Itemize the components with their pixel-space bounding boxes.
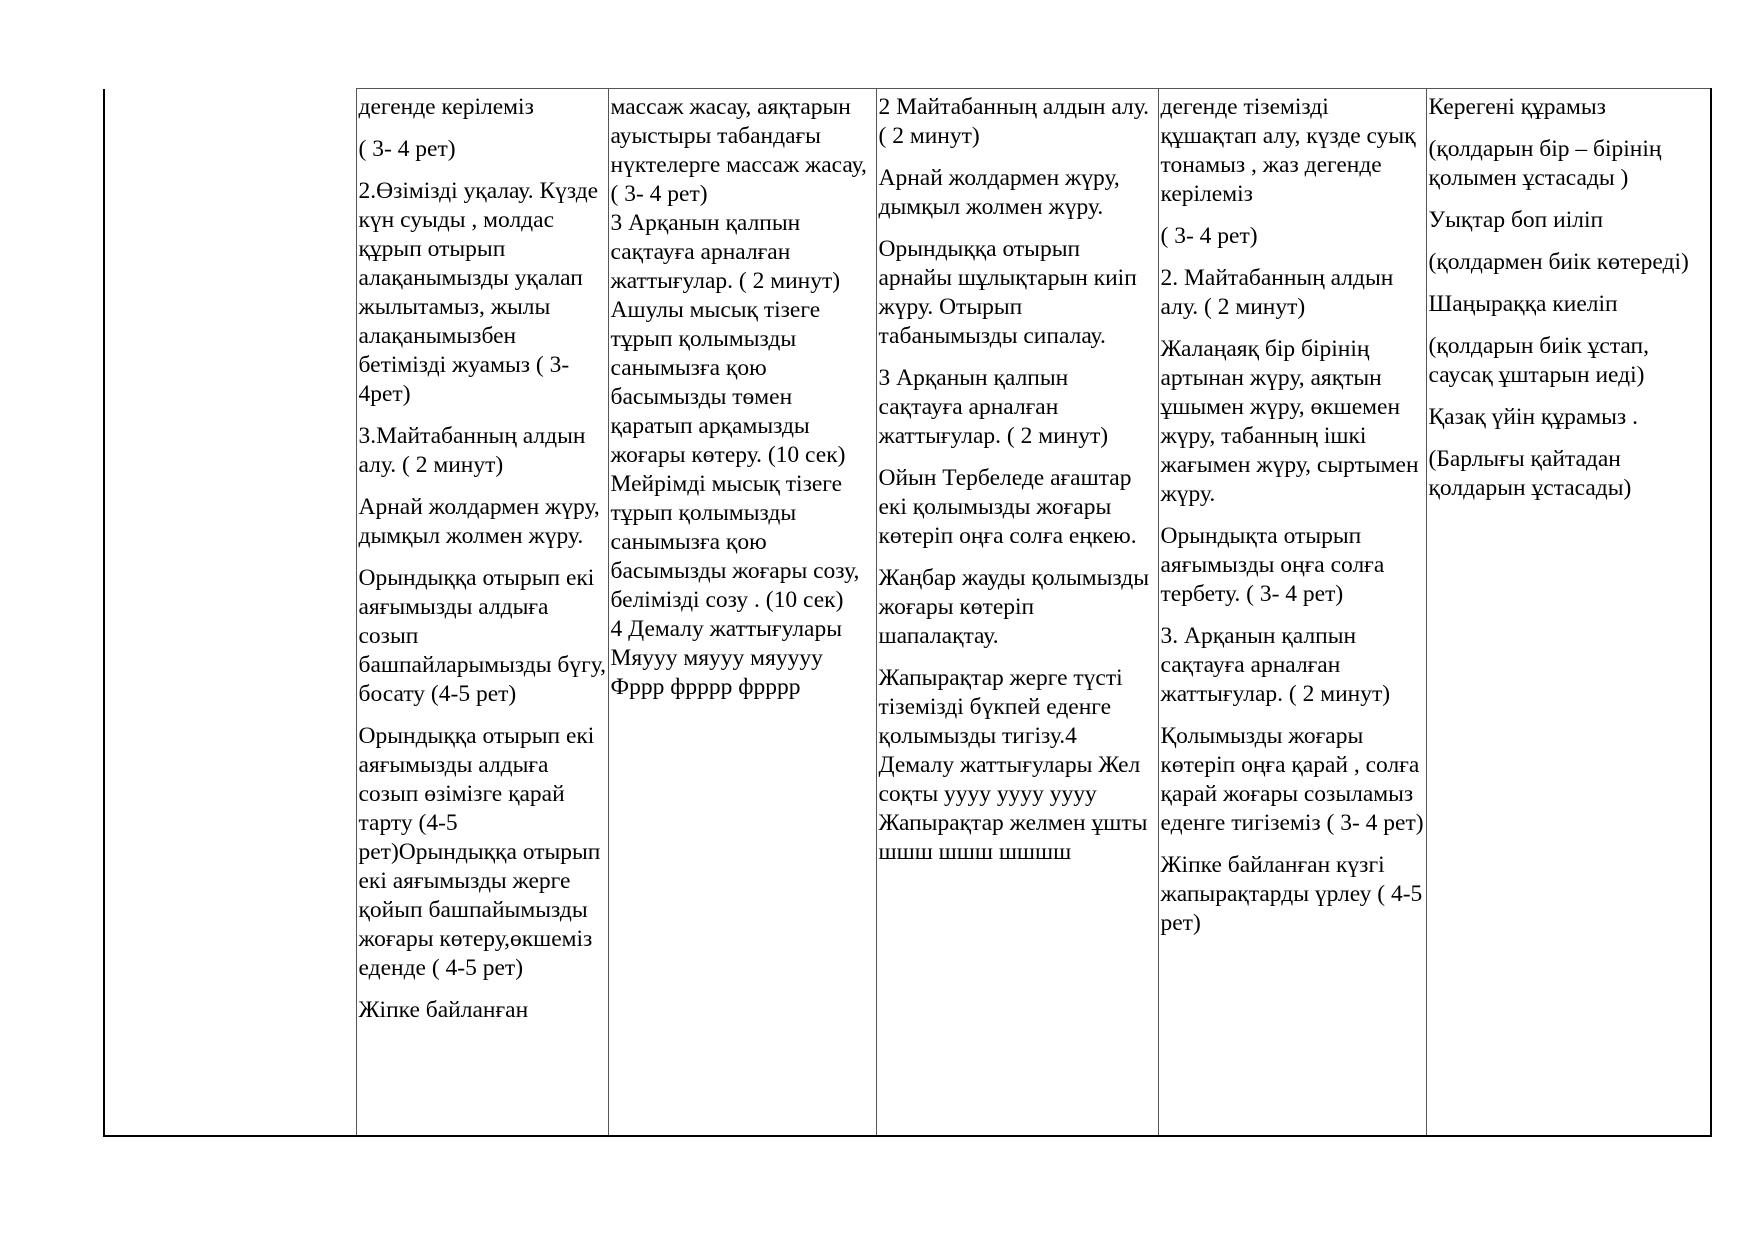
cell-paragraph: Орындыққа отырып екі аяғымызды алдыға созып башпайларымызды бүгу, босату (4-5 рет) — [358, 565, 607, 707]
cell-paragraph: Қазақ үйін құрамыз . — [1428, 404, 1638, 430]
cell-paragraph: Орындыққа отырып арнайы шұлықтарын киіп жүру. Отырып табанымызды сипалау. — [878, 236, 1137, 349]
cell-paragraph: Орындыққа отырып екі аяғымызды алдыға созып өзімізге қарай тарту (4-5 рет)Орындыққа отырып екі аяғымызды жерге қойып башпайымызды жоғары көтеру,өкшеміз еденде ( 4-5 рет) — [358, 723, 601, 981]
table-row — [104, 89, 1711, 1137]
cell-paragraph: Ойын Тербеледе ағаштар екі қолымызды жоғары көтеріп оңға солға еңкею. — [878, 465, 1137, 549]
cell-paragraph: дегенде тіземізді құшақтап алу, күзде суық тонамыз , жаз дегенде керілеміз — [1160, 94, 1416, 207]
cell-paragraph: Арнай жолдармен жүру, дымқыл жолмен жүру. — [358, 494, 600, 549]
cell-paragraph: 2. Майтабанның алдын алу. ( 2 минут) — [1160, 265, 1394, 320]
table-cell-col-3 — [608, 89, 876, 1137]
table-cell-col-6 — [1426, 89, 1711, 1137]
cell-paragraph: 3.Майтабанның алдын алу. ( 2 минут) — [358, 423, 586, 478]
cell-paragraph: Шаңыраққа киеліп — [1428, 291, 1618, 317]
cell-paragraph: Орындықта отырып аяғымызды оңға солға тербету. ( 3- 4 рет) — [1160, 523, 1385, 607]
cell-paragraph: Жаңбар жауды қолымызды жоғары көтеріп шапалақтау. — [878, 565, 1149, 649]
table-cell-col-2 — [356, 89, 608, 1137]
table-cell-col-4 — [876, 89, 1158, 1137]
cell-paragraph: (қолдармен биік көтереді) — [1428, 249, 1689, 275]
cell-paragraph: Жалаңаяқ бір бірінің артынан жүру, аяқтын ұшымен жүру, өкшемен жүру, табанның ішкі жағымен жүру, сыртымен жүру. — [1160, 336, 1419, 507]
cell-paragraph: Арнай жолдармен жүру, дымқыл жолмен жүру. — [878, 165, 1120, 220]
cell-paragraph: 2 Майтабанның алдын алу. ( 2 минут) — [878, 94, 1149, 149]
cell-paragraph: Жіпке байланған — [358, 997, 529, 1023]
cell-paragraph: ( 3- 4 рет) — [1160, 223, 1258, 249]
cell-paragraph: Қолымызды жоғары көтеріп оңға қарай , солға қарай жоғары созыламыз еденге тигіземіз ( 3- 4 рет) — [1160, 723, 1424, 836]
lesson-plan-table — [103, 88, 1712, 1137]
cell-paragraph: (қолдарын бір – бірінің қолымен ұстасады ) — [1428, 136, 1662, 191]
table-cell-col-1 — [104, 89, 356, 1137]
cell-paragraph: 2.Өзімізді уқалау. Күзде күн суыды , молдас құрып отырып алақанымызды уқалап жылытамыз, жылы алақанымызбен бетімізді жуамыз ( 3-4рет) — [358, 178, 599, 407]
cell-paragraph: Уықтар боп иіліп — [1428, 207, 1604, 233]
cell-paragraph: Жіпке байланған күзгі жапырақтарды үрлеу ( 4-5 рет) — [1160, 852, 1423, 936]
cell-paragraph: массаж жасау, аяқтарын ауыстыры табандағы нүктелерге массаж жасау, ( 3- 4 рет) 3 Арқанын қалпын сақтауға арналған жаттығулар. ( 2 минут) Ашулы мысық тізеге тұрып қолымызды санымызға қою басымызды төмен қаратып арқамызды жоғары көтеру. (10 сек) Мейрімді мысық тізеге тұрып қолымызды санымызға қою басымызды жоғары созу, белімізді созу . (10 сек) 4 Демалу жаттығулары Мяууу мяууу мяуууу Фррр фрррр фрррр — [610, 94, 867, 700]
cell-paragraph: Жапырақтар жерге түсті тіземізді бүкпей еденге қолымызды тигізу.4 Демалу жаттығулары Жел соқты уууу уууу уууу Жапырақтар желмен ұшты шшш шшш шшшш — [878, 665, 1148, 865]
cell-paragraph: ( 3- 4 рет) — [358, 136, 456, 162]
cell-paragraph: (Барлығы қайтадан қолдарын ұстасады) — [1428, 446, 1632, 501]
cell-paragraph: дегенде керілеміз — [358, 94, 534, 120]
cell-paragraph: 3. Арқанын қалпын сақтауға арналған жаттығулар. ( 2 минут) — [1160, 623, 1391, 707]
cell-paragraph: (қолдарын биік ұстап, саусақ ұштарын иеді) — [1428, 333, 1649, 388]
table-cell-col-5 — [1158, 89, 1426, 1137]
cell-paragraph: 3 Арқанын қалпын сақтауға арналған жаттығулар. ( 2 минут) — [878, 365, 1109, 449]
cell-paragraph: Керегені құрамыз — [1428, 94, 1606, 120]
